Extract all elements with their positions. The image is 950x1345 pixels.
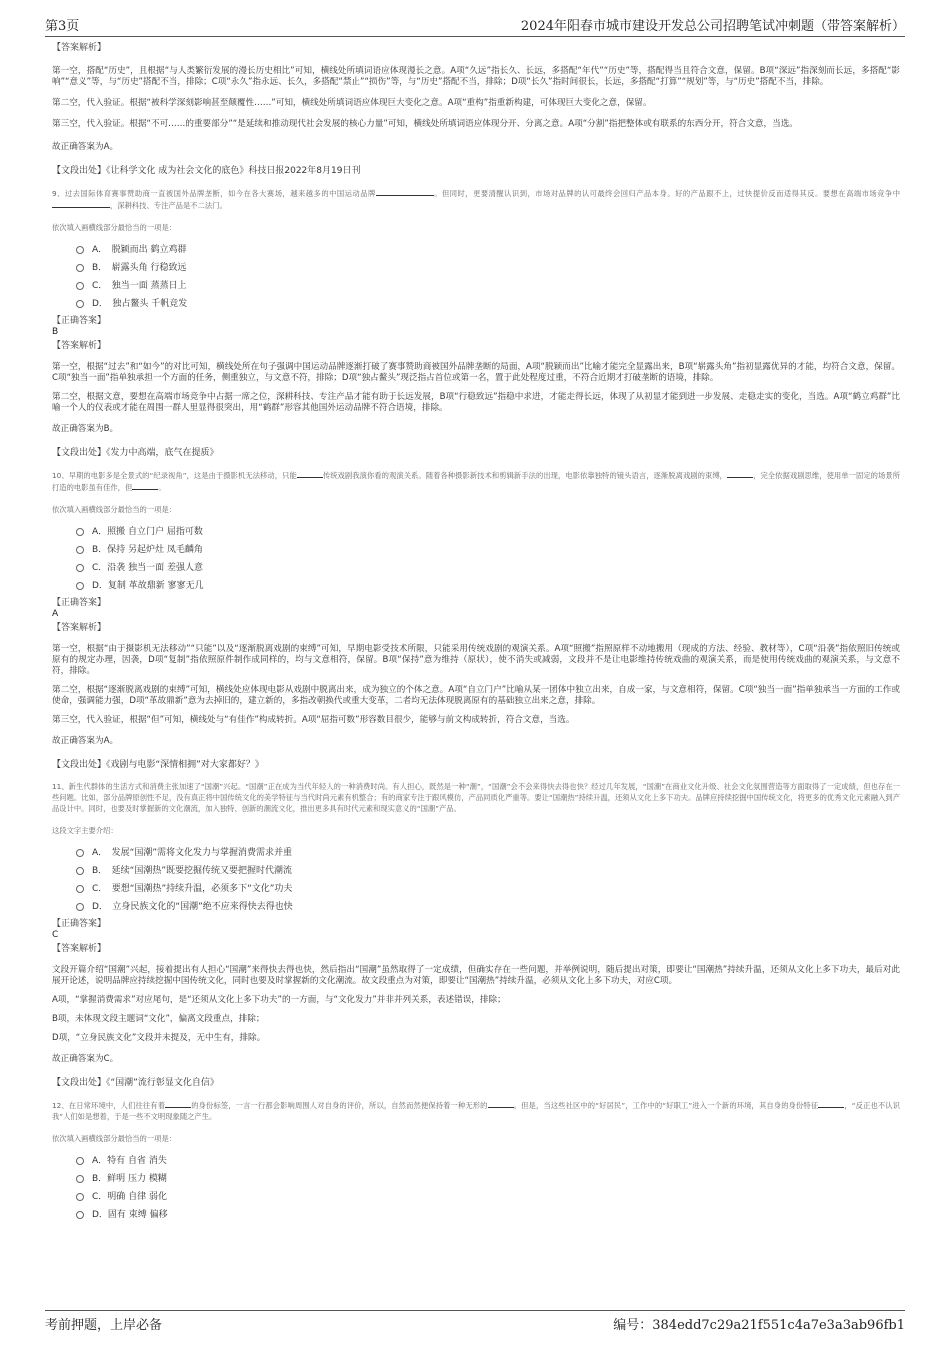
- radio-icon[interactable]: [76, 264, 84, 272]
- option-b[interactable]: B． 延续“国潮热”既要挖掘传统又要把握时代潮流: [76, 862, 900, 880]
- radio-icon[interactable]: [76, 246, 84, 254]
- page-number: 第3页: [45, 19, 80, 34]
- source-citation: 【文段出处】《让科学文化 成为社会文化的底色》科技日报2022年8月19日刊: [52, 166, 361, 176]
- question-11-text: 11、新生代群体的生活方式和消费主张加速了“国潮”兴起。“国潮”正在成为当代年轻人的一种消费时尚。有人担心，既然是一种“潮”，“国潮”会不会来得快去得也快？经过几年发展，“国潮”在商业文化升级、社会文化氛围营造等方面取得了一定成绩，但也存在一些问题。比如，部分品牌原创性不足，没有真正将中国传统文化的美学特征与当代时尚元素有机整合；有的商家专注于跟风模仿，产品同质化严重等。要让“国潮热”持续升温，还须从文化上多下功夫。品牌应持续挖掘中国传统文化，将更多的优秀文化元素融入到产品设计中。同时，也要及时掌握新的文化潮流，加入独特、创新的潮流文化，推出更多具有时代元素和现实意义的“国潮”产品。: [52, 782, 900, 813]
- analysis-paragraph: 第一空，根据“由于摄影机无法移动”“只能”以及“逐渐脱离戏剧的束缚”可知，早期电影受技术所限，只能采用传统戏剧的观演关系。A项“照搬”指照原样不动地搬用（现成的方法、经验、教材等），C项“沿袭”指依照旧传统或原有的规定办理，因袭，D项“复制”指依照原件制作成同样的，均与文意相符，保留。B项“保持”意为维持（原状），使不消失或减弱，文段并不是让电影维持传统戏曲的观演关系，而是使用传统戏曲的观演关系，与文意不符，排除。: [52, 644, 900, 676]
- question-12-prompt: 依次填入画横线部分最恰当的一项是：: [52, 1134, 177, 1143]
- radio-icon[interactable]: [76, 1175, 84, 1183]
- option-b[interactable]: B． 崭露头角 行稳致远: [76, 259, 900, 277]
- radio-icon[interactable]: [76, 282, 84, 290]
- option-d[interactable]: D． 独占鳌头 千帆竞发: [76, 295, 900, 313]
- question-10-options: [76, 523, 900, 595]
- option-d[interactable]: D．复制 革故鼎新 寥寥无几: [76, 577, 900, 595]
- option-a[interactable]: A．特有 自省 消失: [76, 1152, 900, 1170]
- answer-label: 【正确答案】: [52, 598, 107, 608]
- source-citation: 【文段出处】《发力中高端，底气在提质》: [52, 448, 219, 458]
- question-12-text: 12、在日常环境中，人们往往有着 的身份标签，一言一行都会影响周围人对自身的评价，所以，自然而然便保持着一种无形的 。但是，当这些社区中的“好居民”，工作中的“好职工”进入一个新的环境，其自身的身份特征 ，“反正也不认识我”人们如是想着，于是一些不文明现象随之产生。: [52, 1101, 901, 1121]
- answer-label: 【正确答案】: [52, 919, 107, 929]
- question-9-options: [76, 241, 900, 313]
- radio-icon[interactable]: [76, 885, 84, 893]
- option-d[interactable]: D．固有 束缚 偏移: [76, 1206, 900, 1224]
- analysis-paragraph: 第三空，代入验证。根据“不可……的重要部分”“是延续和推动现代社会发展的核心力量”可知，横线处所填词语应体现分开、分离之意。A项“分割”指把整体或有联系的东西分开，符合文意，当选。: [52, 119, 798, 129]
- option-c[interactable]: C． 独当一面 蒸蒸日上: [76, 277, 900, 295]
- option-b[interactable]: B．保持 另起炉灶 凤毛麟角: [76, 541, 900, 559]
- blank-line: [132, 481, 158, 490]
- blank-line: [297, 469, 323, 478]
- page-content: [52, 42, 900, 1224]
- source-citation: 【文段出处】《戏剧与电影“深情相拥”对大家都好？》: [52, 760, 264, 770]
- option-a[interactable]: A． 脱颖而出 鹤立鸡群: [76, 241, 900, 259]
- radio-icon[interactable]: [76, 300, 84, 308]
- analysis-paragraph: D项，“立身民族文化”文段并未提及，无中生有，排除。: [52, 1033, 266, 1043]
- option-a[interactable]: A． 发展“国潮”需将文化发力与掌握消费需求并重: [76, 844, 900, 862]
- answer-value: B: [52, 327, 59, 337]
- footer-slogan: 考前押题，上岸必备: [45, 1318, 163, 1333]
- blank-line: [165, 1099, 191, 1108]
- blank-line: [52, 199, 110, 208]
- option-c[interactable]: C．明确 自律 弱化: [76, 1188, 900, 1206]
- analysis-paragraph: 第一空，根据“过去”和“如今”的对比可知，横线处所在句子强调中国运动品牌逐渐打破了赛事赞助商被国外品牌垄断的局面，A项“脱颖而出”比喻才能完全显露出来，B项“崭露头角”指初显露优异的才能，均符合文意，保留。C项“独当一面”指单独承担一个方面的任务，侧重独立，与文意不符，排除；D项“独占鳌头”现泛指占首位或第一名，置于此处程度过重，不符合近期才打破垄断的语境，排除。: [52, 362, 900, 383]
- question-9-text: 9、过去国际体育赛事赞助商一直被国外品牌垄断，如今在各大赛场，越来越多的中国运动品牌 。但同时，更要清醒认识到，市场对品牌的认可最终会回归产品本身。好的产品跟不上，过快提价反而适得其反。要想在高端市场竞争中，深耕科技、专注产品是不二法门。: [52, 189, 900, 210]
- radio-icon[interactable]: [76, 903, 84, 911]
- conclusion: 故正确答案为A。: [52, 736, 119, 746]
- radio-icon[interactable]: [76, 546, 84, 554]
- question-9-prompt: 依次填入画横线部分最恰当的一项是：: [52, 223, 177, 232]
- blank-line: [488, 1099, 514, 1108]
- radio-icon[interactable]: [76, 867, 84, 875]
- question-10-prompt: 依次填入画横线部分最恰当的一项是：: [52, 505, 177, 514]
- option-c[interactable]: C． 要想“国潮热”持续升温，必须多下“文化”功夫: [76, 880, 900, 898]
- conclusion: 故正确答案为A。: [52, 142, 119, 152]
- question-11-options: [76, 844, 900, 916]
- answer-value: C: [52, 930, 59, 940]
- analysis-paragraph: 第一空，搭配“历史”，且根据“与人类繁衍发展的漫长历史相比”可知，横线处所填词语应体现漫长之意。A项“久远”指长久、长远，多搭配“年代”“历史”等，搭配得当且符合文意，保留。B项“深远”指深刻而长远，多搭配“影响”“意义”等，与“历史”搭配不当，排除；C项“永久”指永远、长久，多搭配“禁止”“损伤”等，与“历史”搭配不当，排除；D项“长久”指时间很长，长远，多搭配“打算”“规划”等，与“历史”搭配不当，排除。: [52, 66, 900, 87]
- analysis-label: 【答案解析】: [52, 43, 107, 53]
- document-title: 2024年阳春市城市建设开发总公司招聘笔试冲刺题（带答案解析）: [520, 19, 905, 34]
- page-footer: [45, 1310, 905, 1333]
- radio-icon[interactable]: [76, 849, 84, 857]
- analysis-paragraph: A项，“掌握消费需求”对应尾句，是“还须从文化上多下功夫”的一方面，与“文化发力”并非并列关系，表述错误，排除；: [52, 995, 506, 1005]
- radio-icon[interactable]: [76, 528, 84, 536]
- page-header: [45, 10, 905, 37]
- answer-label: 【正确答案】: [52, 316, 107, 326]
- analysis-label: 【答案解析】: [52, 944, 107, 954]
- analysis-label: 【答案解析】: [52, 341, 107, 351]
- radio-icon[interactable]: [76, 582, 84, 590]
- radio-icon[interactable]: [76, 1157, 84, 1165]
- option-d[interactable]: D． 立身民族文化的“国潮”绝不应来得快去得也快: [76, 898, 900, 916]
- document-id: 编号：384edd7c29a21f551c4a7e3a3ab96fb1: [613, 1318, 905, 1333]
- radio-icon[interactable]: [76, 564, 84, 572]
- analysis-paragraph: 文段开篇介绍“国潮”兴起，接着提出有人担心“国潮”来得快去得也快，然后指出“国潮”虽然取得了一定成绩，但确实存在一些问题，并举例说明，随后提出对策，即要让“国潮热”持续升温，还须从文化上多下功夫，最后对此展开论述，说明品牌应持续挖掘中国传统文化，同时也要及时掌握新的文化潮流。故文段重点为对策，即要让“国潮热”持续升温，必须从文化上多下功夫，对应C项。: [52, 965, 900, 986]
- option-b[interactable]: B．鲜明 压力 模糊: [76, 1170, 900, 1188]
- option-c[interactable]: C．沿袭 独当一面 差强人意: [76, 559, 900, 577]
- analysis-paragraph: 第二空，根据“逐渐脱离戏剧的束缚”可知，横线处应体现电影从戏剧中脱离出来，成为独立的个体之意。A项“自立门户”比喻从某一团体中独立出来，自成一家，与文意相符，保留。C项“独当一面”指单独承当一方面的工作或使命，强调能力强，D项“革故鼎新”意为去掉旧的，建立新的，多指改朝换代或重大变革，二者均无法体现脱离原有的基础独立出来之意，排除。: [52, 685, 900, 706]
- radio-icon[interactable]: [76, 1193, 84, 1201]
- radio-icon[interactable]: [76, 1211, 84, 1219]
- option-a[interactable]: A．照搬 自立门户 屈指可数: [76, 523, 900, 541]
- analysis-paragraph: 第二空，代入验证。根据“被科学深刻影响甚至颠覆性……”可知，横线处所填词语应体现巨大变化之意。A项“重构”指重新构建，可体现巨大变化之意，保留。: [52, 98, 652, 108]
- blank-line: [818, 1099, 844, 1108]
- answer-value: A: [52, 609, 59, 619]
- source-citation: 【文段出处】《“国潮”流行彰显文化自信》: [52, 1078, 219, 1088]
- analysis-paragraph: 第二空，根据文意，要想在高端市场竞争中占据一席之位，深耕科技、专注产品才能有助于长远发展，B项“行稳致远”指稳中求进，才能走得长远，体现了从初显才能到进一步发展、走稳走实的变化，当选。A项“鹤立鸡群”比喻一个人的仪表或才能在周围一群人里显得很突出，用“鹤群”形容其他国外运动品牌不符合语境，排除。: [52, 392, 900, 413]
- blank-line: [376, 187, 434, 196]
- analysis-label: 【答案解析】: [52, 623, 107, 633]
- analysis-paragraph: B项，未体现文段主题词“文化”，偏离文段重点，排除；: [52, 1014, 265, 1024]
- question-10-text: 10、早期的电影多是全景式的“纪录视角”，这是由于摄影机无法移动，只能 传统戏剧我演你看的观演关系。随着各种摄影新技术和剪辑新手法的出现，电影依靠独特的镜头语言，逐渐脱离戏剧的束缚， ，完全依据戏剧思维，使用单一固定的场景所打造的电影虽有佳作，但 。: [52, 471, 901, 492]
- question-11-prompt: 这段文字主要介绍：: [52, 826, 118, 835]
- blank-line: [727, 469, 753, 478]
- analysis-paragraph: 第三空，代入验证，根据“但”可知，横线处与“有佳作”构成转折。A项“屈指可数”形容数目很少，能够与前文构成转折，符合文意，当选。: [52, 715, 575, 725]
- conclusion: 故正确答案为C。: [52, 1054, 119, 1064]
- conclusion: 故正确答案为B。: [52, 424, 119, 434]
- question-12-options: [76, 1152, 900, 1224]
